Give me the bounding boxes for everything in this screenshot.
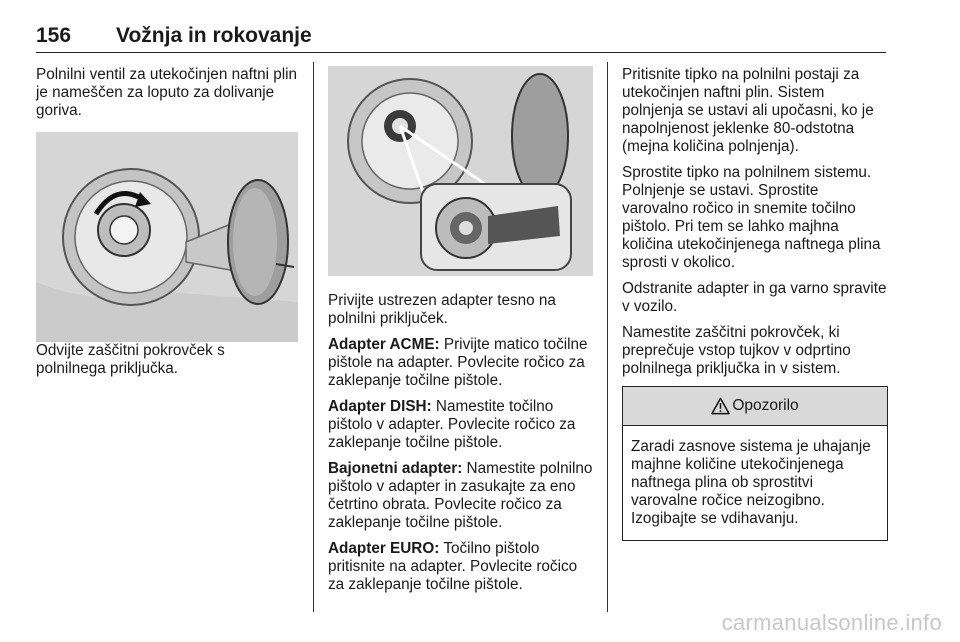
column-divider-1 (313, 62, 314, 612)
warning-text: Zaradi zasnove sistema je uhajanje majhne količine utekočinjenega naftnega plina ob sprostitvi varovalne ročice neizogibno. Izogibajte se vdihavanju. (631, 438, 871, 527)
press-button-paragraph: Pritisnite tipko na polnilni postaji za utekočinjen naftni plin. Sistem polnjenja se ustavi ali upočasni, ko je napolnjenost jeklenke 80-odstotna (mejna količina polnjenja). (622, 66, 874, 155)
column-1 (36, 66, 298, 386)
adapter-dish-label: Adapter DISH: (328, 398, 432, 415)
refit-cap-paragraph: Namestite zaščitni pokrovček, ki preprečuje vstop tujkov v odprtino polnilnega priključka in v sistem. (622, 324, 851, 377)
intro-paragraph: Polnilni ventil za utekočinjen naftni plin je nameščen za loputo za dolivanje goriva. (36, 66, 298, 119)
chapter-title: Vožnja in rokovanje (116, 24, 312, 47)
adapter-euro-label: Adapter EURO: (328, 540, 440, 557)
warning-box (622, 386, 888, 541)
column-3 (622, 66, 888, 541)
release-button-paragraph: Sprostite tipko na polnilnem sistemu. Polnjenje se ustavi. Sprostite varovalno ročico in snemite točilno pištolo. Pri tem se lahko majhna količina utekočinjenega naftnega plina sprosti v okolico. (622, 164, 881, 271)
fuel-flap-illustration (36, 132, 298, 342)
unscrew-cap-paragraph: Odvijte zaščitni pokrovček s polnilnega priključka. (36, 342, 225, 377)
adapter-bayonet-paragraph (328, 460, 593, 532)
watermark: carmanualsonline.info (721, 610, 942, 635)
warning-header (623, 387, 887, 426)
column-2 (328, 66, 593, 602)
adapter-bayonet-text: Namestite polnilno pištolo v adapter in zasukajte za eno četrtino obrata. Povlecite ročico za zaklepanje točilne pištole. (328, 460, 593, 531)
page-number: 156 (36, 24, 72, 47)
adapter-dish-text: Namestite točilno pištolo v adapter. Povlecite ročico za zaklepanje točilne pištole. (328, 398, 576, 451)
warning-triangle-icon (711, 397, 730, 415)
page-header (36, 22, 886, 53)
adapter-bayonet-label: Bajonetni adapter: (328, 460, 463, 477)
remove-adapter-paragraph: Odstranite adapter in ga varno spravite v vozilo. (622, 280, 887, 315)
adapter-acme-label: Adapter ACME: (328, 336, 440, 353)
adapter-euro-text: Točilno pištolo pritisnite na adapter. Povlecite ročico za zaklepanje točilne pištole. (328, 540, 578, 593)
adapter-dish-paragraph (328, 398, 593, 452)
screw-adapter-paragraph: Privijte ustrezen adapter tesno na polnilni priključek. (328, 292, 556, 327)
adapter-acme-paragraph (328, 336, 593, 390)
adapter-acme-text: Privijte matico točilne pištole na adapter. Povlecite ročico za zaklepanje točilne pištole. (328, 336, 588, 389)
adapter-euro-paragraph (328, 540, 593, 594)
adapter-illustration (328, 66, 593, 276)
warning-title: Opozorilo (732, 397, 799, 414)
column-divider-2 (607, 62, 608, 612)
